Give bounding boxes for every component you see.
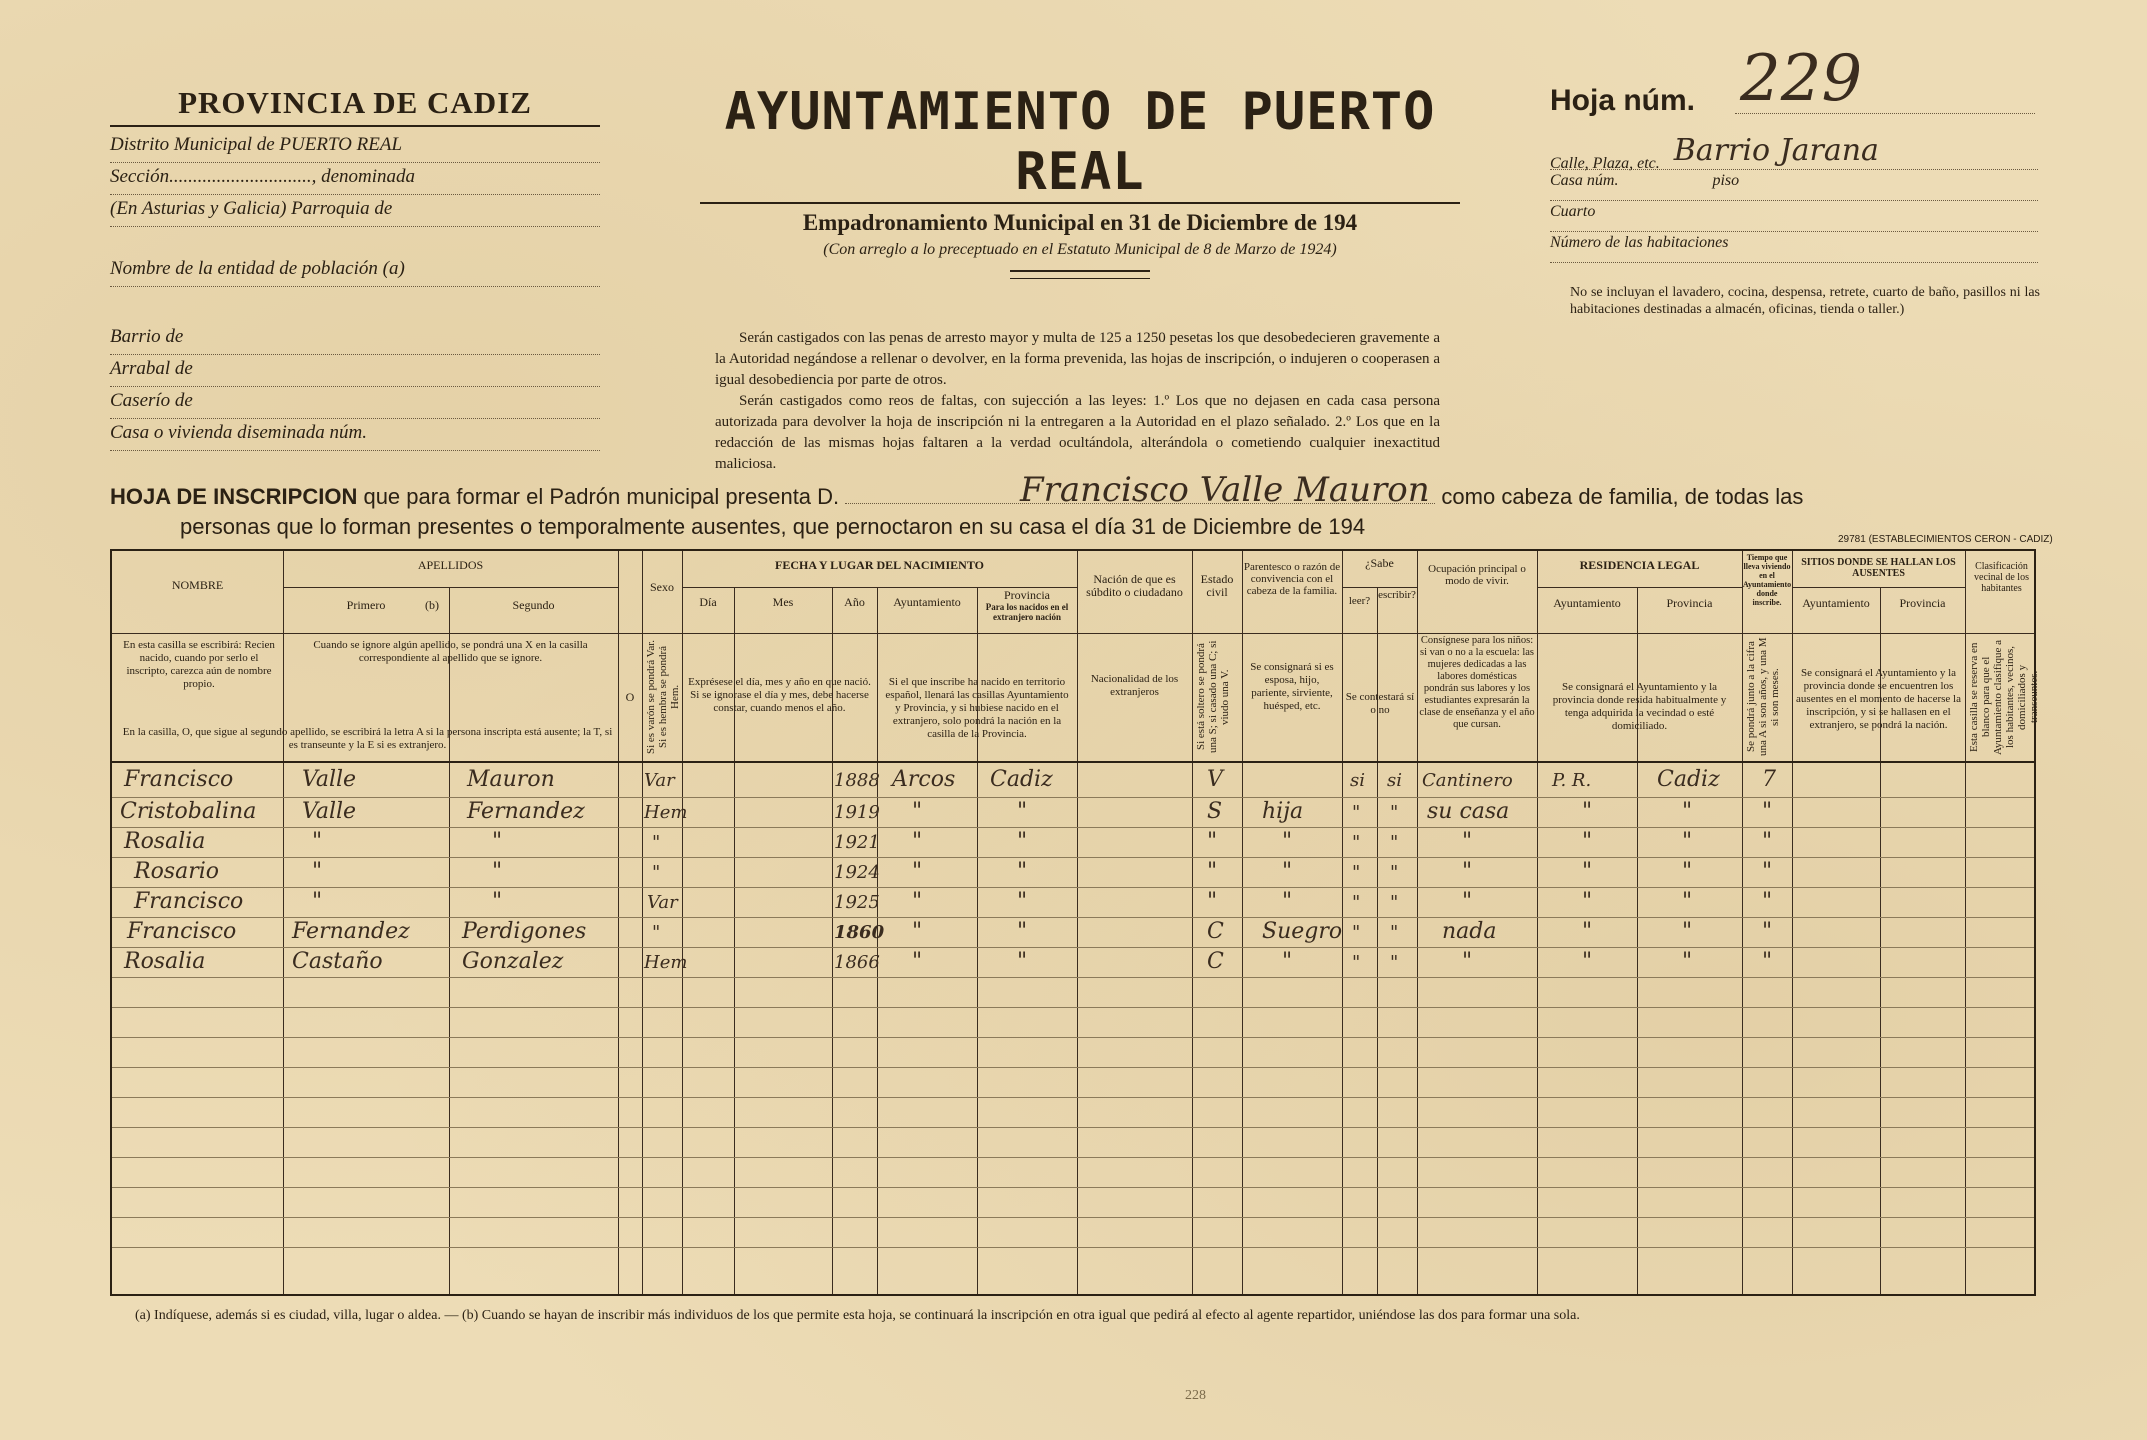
note-nacion: Nacionalidad de los extranjeros [1090,673,1179,698]
cell-estado: C [1207,919,1224,944]
cell-tiempo: 7 [1762,767,1776,792]
cell-tiempo: " [1762,919,1773,944]
census-table [110,549,2040,1296]
cell-sexo: " [652,922,661,943]
cell-estado: V [1207,767,1223,792]
cell-escribir: si [1387,770,1402,791]
distrito-line: Distrito Municipal de PUERTO REAL [110,134,600,163]
cell-ano: 1888 [834,770,880,791]
note-sexo: Si es varón se pondrá Var. Si es hembra se pondrá Hem. [645,639,681,755]
jefe-name: Francisco Valle Mauron [1020,470,1430,510]
cell-parentesco: " [1282,859,1293,884]
header-tiempo: Tiempo que lleva viviendo en el Ayuntamiento donde inscribe. [1742,553,1792,607]
cell-leer: " [1352,952,1361,973]
table-row [112,917,2034,947]
cell-segundo: Fernandez [467,799,585,824]
table-row [112,947,2034,977]
note-parentesco: Se consignará si es esposa, hijo, pariente, sirviente, huésped, etc. [1250,661,1334,712]
header-b: (b) [425,598,439,612]
calle-value: Barrio Jarana [1673,133,1879,168]
cell-res-ayto: " [1582,799,1593,824]
header-res-prov: Provincia [1666,596,1713,610]
header-nombre: NOMBRE [171,578,224,592]
cell-estado: S [1207,799,1223,824]
cell-leer: " [1352,832,1361,853]
hoja-underline [1735,113,2035,114]
parroquia-line: (En Asturias y Galicia) Parroquia de [110,198,600,227]
cell-ocupacion: " [1462,949,1473,974]
cell-primero: Fernandez [292,919,410,944]
cell-res-ayto: P. R. [1552,770,1592,791]
cell-res-ayto: " [1582,889,1593,914]
cell-ano: 1924 [834,862,880,883]
header-ano: Año [844,595,865,609]
cell-prov: " [1017,799,1028,824]
cell-ayto: Arcos [892,767,956,792]
cell-nombre: Francisco [127,919,237,944]
header-estado: Estado civil [1200,572,1234,599]
cell-prov: Cadiz [990,767,1053,792]
note-residencia: Se consignará el Ayuntamiento y la provincia donde resida habitualmente y tenga adquirida la vecindad o esté domiciliado. [1552,681,1727,732]
cell-nombre: Rosario [134,859,220,884]
inscripcion-lead: HOJA DE INSCRIPCION [110,484,358,509]
cell-ano: 1919 [834,802,880,823]
cell-primero: " [312,889,323,914]
piso-label: piso [1712,172,1740,189]
hoja-label: Hoja núm. [1550,84,1696,117]
cell-parentesco: " [1282,889,1293,914]
inscripcion-text-b: como cabeza de familia, de todas las [1441,484,1804,509]
cell-sexo: " [652,862,661,883]
cell-segundo: Mauron [467,767,555,792]
cell-ocupacion: " [1462,859,1473,884]
header-provincia [977,589,1077,622]
cell-sexo: Hem [644,952,688,973]
header-apellidos: APELLIDOS [417,558,484,572]
cell-res-ayto: " [1582,859,1593,884]
cell-segundo: Perdigones [462,919,587,944]
cell-prov: " [1017,889,1028,914]
cell-parentesco: Suegro [1262,919,1343,944]
header-sitios: SITIOS DONDE SE HALLAN LOS AUSENTES [1801,557,1956,579]
calle-line [1550,133,2038,172]
cell-ocupacion: " [1462,889,1473,914]
table-row [112,797,2034,827]
cell-res-ayto: " [1582,829,1593,854]
cell-prov: " [1017,949,1028,974]
cell-primero: Castaño [292,949,383,974]
cell-ano: 1866 [834,952,880,973]
apellidos-subline [283,587,618,588]
cell-sexo: Var [647,892,678,913]
cell-res-ayto: " [1582,919,1593,944]
cell-ayto: " [912,949,923,974]
note-o-casilla: En la casilla, O, que sigue al segundo apellido, se escribirá la letra A si la persona inscripta está ausente; la T, si es transeunte y la E si es extranjero. [122,726,613,751]
cell-segundo: " [492,829,503,854]
cell-res-prov: " [1682,949,1693,974]
cell-leer: " [1352,892,1361,913]
cell-tiempo: " [1762,799,1773,824]
cell-res-prov: " [1682,889,1693,914]
note-nombre: En esta casilla se escribirá: Recien nacido, cuando por serlo el inscripto, carezca aún de nombre propio. [123,639,275,690]
caserio-line: Caserío de [110,390,600,419]
inscripcion-line-2: personas que lo forman presentes o temporalmente ausentes, que pernoctaron en su casa el día 31 de Diciembre de 194 [180,514,1366,539]
cell-parentesco: hija [1262,799,1304,824]
legal-text-2: Serán castigados como reos de faltas, con sujección a las leyes: 1.º Los que no dejasen en cada casa persona autorizada para devolver la hoja de inscripción ni la entregaren a la Autoridad en el plazo señalado. 2.º Los que en la redacción de las mismas hojas faltaren a la verdad ocultándola, alterándola o cometiendo cualquier inexactitud maliciosa. [715,393,1440,472]
header-dia: Día [699,595,717,609]
cell-ocupacion: Cantinero [1422,770,1513,791]
cell-nombre: Rosalia [124,829,206,854]
seccion-line: Sección.............................., denominada [110,166,600,195]
cell-primero: Valle [302,767,357,792]
note-lugar: Si el que inscribe ha nacido en territorio español, llenará las casillas Ayuntamiento y Provincia, y si hubiese nacido en el extranjero, solo pondrá la nación en la casilla de la Provincia. [885,676,1069,740]
cell-ano: 1925 [834,892,880,913]
arrabal-line: Arrabal de [110,358,600,387]
cell-nombre: Francisco [134,889,244,914]
cell-ayto: " [912,799,923,824]
table-row [112,857,2034,887]
header-clasif: Clasificación vecinal de los habitantes [1974,561,2029,594]
header-mes: Mes [772,595,794,609]
cell-prov: " [1017,919,1028,944]
header-o: O [625,690,635,704]
cell-res-prov: " [1682,859,1693,884]
casa-num-line [1550,172,2038,201]
casa-line: Casa o vivienda diseminada núm. [110,422,600,451]
header-sexo: Sexo [650,580,674,594]
cell-nombre: Francisco [124,767,234,792]
cell-tiempo: " [1762,949,1773,974]
cell-ano: 1921 [834,832,880,853]
cell-segundo: Gonzalez [462,949,564,974]
cell-ayto: " [912,919,923,944]
cell-nombre: Cristobalina [120,799,257,824]
cell-res-ayto: " [1582,949,1593,974]
cell-sexo: Hem [644,802,688,823]
header-sabe: ¿Sabe [1365,556,1394,570]
printer-serial: 29781 (ESTABLECIMIENTOS CERON - CADIZ) [1838,534,2053,545]
cell-parentesco: " [1282,829,1293,854]
header-ayuntamiento: Ayuntamiento [893,595,961,609]
cell-res-prov: " [1682,919,1693,944]
barrio-line: Barrio de [110,326,600,355]
entidad-line: Nombre de la entidad de población (a) [110,258,600,287]
header-provincia-label: Provincia [1004,588,1050,602]
habitaciones-note: No se incluyan el lavadero, cocina, despensa, retrete, cuarto de baño, pasillos ni las habitaciones destinadas a almacén, oficinas, tienda o taller.) [1570,285,2040,317]
residencia-subline [1537,587,1742,588]
cell-primero: " [312,829,323,854]
ayuntamiento-title: AYUNTAMIENTO DE PUERTO REAL [700,82,1460,204]
page-mark: 228 [1185,1388,1206,1403]
header-primero: Primero [346,598,386,612]
header-nacion: Nación de que es súbdito o ciudadano [1086,572,1183,599]
cell-ocupacion: nada [1442,919,1497,944]
cell-res-prov: " [1682,829,1693,854]
header-divider [112,633,2034,634]
header-sit-prov: Provincia [1899,596,1946,610]
cell-res-prov: " [1682,799,1693,824]
calle-label: Calle, Plaza, etc. [1550,155,1660,172]
cell-nombre: Rosalia [124,949,206,974]
note-sabe: Se contestará sí o no [1345,691,1415,716]
cell-estado: C [1207,949,1224,974]
cell-primero: Valle [302,799,357,824]
cell-ayto: " [912,889,923,914]
cell-escribir: " [1390,952,1399,973]
header-fecha-lugar: FECHA Y LUGAR DEL NACIMIENTO [775,558,984,572]
habitaciones-line: Número de las habitaciones [1550,234,2038,263]
sabe-subline [1342,587,1417,588]
cell-primero: " [312,859,323,884]
cell-leer: " [1352,922,1361,943]
cell-prov: " [1017,829,1028,854]
cell-segundo: " [492,859,503,884]
table-row [112,827,2034,857]
header-leer: leer? [1348,595,1371,607]
legal-text-1: Serán castigados con las penas de arresto mayor y multa de 125 a 1250 pesetas los que desobedecieren gravemente a la Autoridad negándose a rellenar o devolver, en la forma prevenida, las hojas de inscripción, o indujeren o cooperasen a igual desobediencia por parte de otros. [715,330,1440,388]
cell-escribir: " [1390,832,1399,853]
cell-segundo: " [492,889,503,914]
cell-tiempo: " [1762,829,1773,854]
header-parentesco: Parentesco o razón de convivencia con el cabeza de la familia. [1243,561,1341,597]
cell-escribir: " [1390,802,1399,823]
header-escribir: escribir? [1378,589,1416,601]
cell-estado: " [1207,889,1218,914]
cuarto-line: Cuarto [1550,203,2038,232]
cell-prov: " [1017,859,1028,884]
cell-leer: " [1352,802,1361,823]
cell-parentesco: " [1282,949,1293,974]
cell-leer: si [1350,770,1365,791]
cell-estado: " [1207,829,1218,854]
cell-escribir: " [1390,922,1399,943]
cell-leer: " [1352,862,1361,883]
table-row [112,887,2034,917]
footnote: (a) Indíquese, además si es ciudad, villa, lugar o aldea. — (b) Cuando se hayan de inscribir más individuos de los que permite esta hoja, se continuará la inscripción en otra igual que pedirá al efecto al agente repartidor, uniéndose las dos para formar una sola. [135,1308,1580,1323]
note-ocupacion: Consígnese para los niños: si van o no a la escuela: las mujeres dedicadas a las labores domésticas pondrán sus labores y los estudiantes expresarán la clase de enseñanza y el año que cursan. [1419,635,1535,730]
provincia-title: PROVINCIA DE CADIZ [110,85,600,127]
cell-sexo: " [652,832,661,853]
note-fecha: Exprésese el día, mes y año en que nació. Si se ignorase el día y mes, debe hacerse constar, cuando menos el año. [688,676,871,714]
header-sit-ayto: Ayuntamiento [1802,596,1870,610]
note-apellidos: Cuando se ignore algún apellido, se pondrá una X en la casilla correspondiente al apellido que se ignore. [313,639,588,664]
header-res-ayto: Ayuntamiento [1553,596,1621,610]
header-segundo: Segundo [512,598,555,612]
header-ocupacion: Ocupación principal o modo de vivir. [1428,563,1526,587]
cell-ano: 1860 [834,922,885,943]
cell-tiempo: " [1762,889,1773,914]
cell-ocupacion: " [1462,829,1473,854]
ornament-divider [1010,270,1150,279]
cell-tiempo: " [1762,859,1773,884]
cell-ayto: " [912,859,923,884]
cell-escribir: " [1390,892,1399,913]
casa-num-label: Casa núm. [1550,172,1619,189]
hoja-number: 229 [1740,42,1863,116]
empadronamiento-title: Empadronamiento Municipal en 31 de Diciembre de 194 [802,210,1358,235]
note-estado: Si está soltero se pondrá una S; si casado una C; si viudo una V. [1195,640,1231,754]
empadronamiento-subtitle: (Con arreglo a lo preceptuado en el Estatuto Municipal de 8 de Marzo de 1924) [823,241,1337,258]
cell-res-prov: Cadiz [1657,767,1720,792]
table-row [112,761,2034,797]
header-residencia: RESIDENCIA LEGAL [1579,558,1700,572]
inscripcion-text-a: que para formar el Padrón municipal presenta D. [363,484,840,509]
note-sitios: Se consignará el Ayuntamiento y la provincia donde se encuentren los ausentes en el momento de hacerse la inscripción, y si se hallasen en el extranjero, se pondrá la nación. [1796,667,1961,731]
cell-escribir: " [1390,862,1399,883]
note-clasif: Esta casilla se reserva en blanco para que el Ayuntamiento clasifique a los habitantes, vecinos, domiciliados y transeuntes. [1968,639,2040,755]
note-tiempo: Se pondrá junto a la cifra una A si son años, y una M si son meses. [1745,637,1781,757]
cell-ayto: " [912,829,923,854]
header-provincia-sub: Para los nacidos en el extranjero nación [985,602,1069,622]
cell-sexo: Var [644,770,675,791]
sitios-subline [1792,587,1965,588]
cell-estado: " [1207,859,1218,884]
cell-ocupacion: su casa [1427,799,1510,824]
